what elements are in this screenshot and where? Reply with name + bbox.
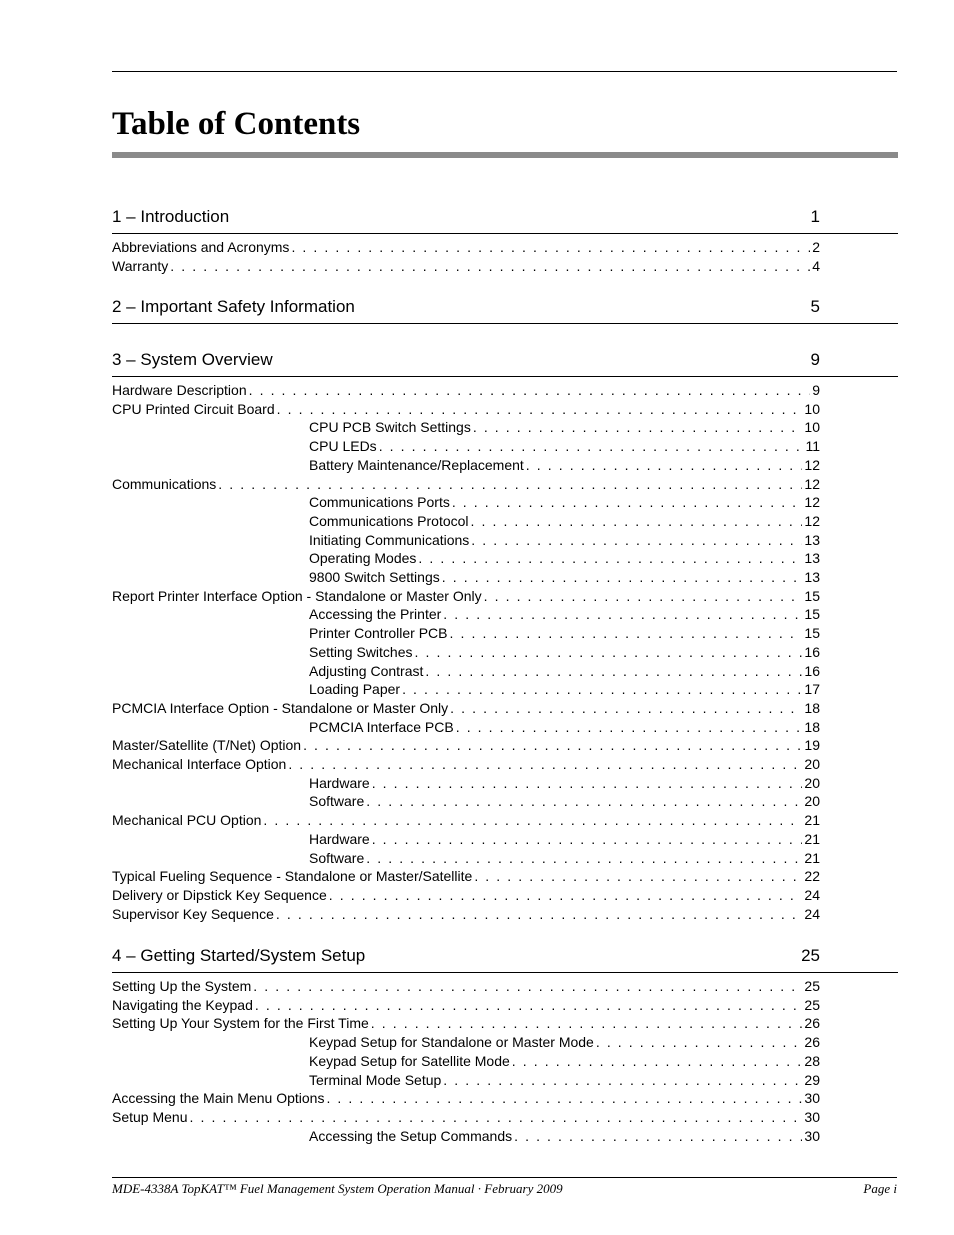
toc-entry[interactable]: [112, 886, 820, 905]
toc-entry-label: Setting Switches: [309, 643, 413, 660]
dot-leader: [277, 400, 803, 419]
toc-entry-page-number: 13: [804, 550, 820, 567]
toc-entry-page-number: 12: [804, 456, 820, 473]
toc-entry-page-number: 13: [804, 531, 820, 548]
toc-subentry[interactable]: [309, 774, 820, 793]
toc-entry-label: Keypad Setup for Standalone or Master Mode: [309, 1034, 594, 1051]
toc-entry-page-number: 16: [804, 643, 820, 660]
toc-entry-page-number: 28: [804, 1052, 820, 1069]
toc-entry-page-number: 30: [804, 1108, 820, 1125]
dot-leader: [253, 977, 802, 996]
toc-entry-label: Initiating Communications: [309, 531, 470, 548]
toc-entry-label: Report Printer Interface Option - Standalone or Master Only: [112, 587, 482, 604]
toc-entry-label: Hardware: [309, 774, 370, 791]
toc-entry[interactable]: [112, 905, 820, 924]
toc-entry[interactable]: [112, 1108, 820, 1127]
toc-entry-label: Mechanical Interface Option: [112, 756, 287, 772]
toc-entry-label: PCMCIA Interface PCB: [309, 718, 454, 735]
toc-subentry[interactable]: [309, 680, 820, 699]
toc-entry-label: Accessing the Main Menu Options: [112, 1090, 325, 1107]
footer-document-title: MDE-4338A TopKAT™ Fuel Management System Operation Manual · February 2009: [112, 1181, 563, 1196]
toc-entry-page-number: 11: [805, 438, 820, 455]
toc-entry-page-number: 29: [804, 1071, 820, 1088]
toc-entry-page-number: 24: [804, 905, 820, 922]
toc-entry-page-number: 17: [804, 681, 820, 698]
toc-entry-page-number: 12: [804, 475, 820, 492]
chapter-title[interactable]: 2 – Important Safety Information: [112, 297, 355, 316]
toc-subentry[interactable]: [309, 792, 820, 811]
dot-leader: [372, 830, 803, 849]
toc-entry[interactable]: [112, 755, 820, 774]
toc-subentry[interactable]: [309, 456, 820, 475]
toc-entry[interactable]: [112, 977, 820, 996]
dot-leader: [484, 587, 803, 606]
chapter-rule: [112, 972, 898, 973]
toc-entry-label: Hardware: [309, 830, 370, 847]
toc-entry-label: Navigating the Keypad: [112, 996, 253, 1013]
toc-entry-page-number: 9: [812, 382, 820, 398]
page-title: Table of Contents: [112, 106, 361, 142]
toc-entry-page-number: 15: [804, 587, 820, 604]
toc-entry-page-number: 20: [804, 774, 820, 791]
toc-entry-label: Keypad Setup for Satellite Mode: [309, 1052, 510, 1069]
toc-entry-label: Loading Paper: [309, 681, 401, 698]
toc-subentry[interactable]: [309, 643, 820, 662]
dot-leader: [329, 886, 803, 905]
toc-subentry[interactable]: [309, 1127, 820, 1146]
toc-subentry[interactable]: [309, 1071, 820, 1090]
toc-entry-label: Mechanical PCU Option: [112, 812, 262, 829]
toc-entry-page-number: 30: [804, 1090, 820, 1107]
toc-entry-page-number: 21: [804, 830, 820, 847]
toc-entry-label: Software: [309, 849, 365, 866]
dot-leader: [288, 755, 802, 774]
toc-entry-label: CPU Printed Circuit Board: [112, 400, 275, 417]
dot-leader: [526, 456, 803, 475]
dot-leader: [190, 1108, 803, 1127]
toc-entry[interactable]: [112, 811, 820, 830]
toc-entry-label: Adjusting Contrast: [309, 662, 424, 679]
toc-subentry[interactable]: [309, 1052, 820, 1071]
chapter-rule: [112, 376, 898, 377]
toc-subentry[interactable]: [309, 493, 820, 512]
toc-entry-label: Printer Controller PCB: [309, 625, 448, 642]
toc-entry-label: Communications Ports: [309, 494, 450, 511]
toc-entry[interactable]: [112, 475, 820, 494]
dot-leader: [372, 774, 803, 793]
toc-entry-label: Supervisor Key Sequence: [112, 905, 274, 922]
toc-entry-label: Setting Up the System: [112, 978, 252, 994]
dot-leader: [402, 680, 802, 699]
toc-entry-page-number: 12: [804, 512, 820, 529]
dot-leader: [218, 475, 802, 494]
toc-entry-page-number: 20: [804, 793, 820, 810]
toc-entry-label: PCMCIA Interface Option - Standalone or Master Only: [112, 699, 449, 716]
chapter-page-number: 9: [810, 350, 820, 369]
toc-entry-label: Accessing the Setup Commands: [309, 1127, 513, 1144]
dot-leader: [473, 418, 803, 437]
dot-leader: [255, 996, 803, 1015]
dot-leader: [442, 568, 803, 587]
chapter-page-number: 25: [801, 946, 820, 965]
toc-entry[interactable]: [112, 867, 820, 886]
toc-entry-page-number: 21: [804, 849, 820, 866]
chapter-page-number: 1: [810, 207, 820, 226]
dot-leader: [514, 1127, 802, 1146]
toc-entry-page-number: 20: [804, 756, 820, 772]
chapter-title[interactable]: 1 – Introduction: [112, 207, 230, 226]
toc-entry-page-number: 25: [804, 996, 820, 1013]
dot-leader: [471, 531, 802, 550]
chapter-rule: [112, 233, 898, 234]
toc-entry-page-number: 24: [804, 886, 820, 903]
toc-entry-page-number: 25: [804, 978, 820, 994]
toc-entry-label: Setting Up Your System for the First Time: [112, 1015, 369, 1032]
dot-leader: [450, 699, 802, 718]
dot-leader: [379, 437, 804, 456]
dot-leader: [371, 1014, 803, 1033]
toc-entry[interactable]: [112, 996, 820, 1015]
chapter-rule: [112, 323, 898, 324]
toc-entry-label: Hardware Description: [112, 382, 247, 398]
toc-subentry[interactable]: [309, 418, 820, 437]
toc-entry-page-number: 4: [812, 257, 820, 274]
toc-entry-label: Software: [309, 793, 365, 810]
toc-entry[interactable]: [112, 381, 820, 400]
dot-leader: [474, 867, 802, 886]
dot-leader: [471, 512, 803, 531]
dot-leader: [443, 605, 802, 624]
toc-entry-page-number: 18: [804, 718, 820, 735]
toc-entry-page-number: 22: [804, 868, 820, 885]
dot-leader: [249, 381, 811, 400]
toc-entry-label: Accessing the Printer: [309, 606, 442, 623]
dot-leader: [450, 624, 803, 643]
toc-entry[interactable]: [112, 257, 820, 276]
toc-subentry[interactable]: [309, 849, 820, 868]
toc-entry-label: Warranty: [112, 257, 169, 274]
toc-entry[interactable]: [112, 736, 820, 755]
toc-entry-page-number: 26: [804, 1034, 820, 1051]
dot-leader: [425, 662, 802, 681]
footer-rule: [112, 1177, 897, 1178]
toc-entry-page-number: 12: [804, 494, 820, 511]
toc-entry-page-number: 15: [804, 606, 820, 623]
dot-leader: [456, 718, 803, 737]
toc-subentry[interactable]: [309, 718, 820, 737]
toc-entry[interactable]: [112, 699, 820, 718]
toc-entry-page-number: 18: [804, 699, 820, 716]
toc-subentry[interactable]: [309, 662, 820, 681]
toc-subentry[interactable]: [309, 830, 820, 849]
dot-leader: [452, 493, 803, 512]
toc-entry-label: Operating Modes: [309, 550, 417, 567]
toc-entry-label: CPU LEDs: [309, 438, 377, 455]
toc-subentry[interactable]: [309, 531, 820, 550]
toc-entry-label: Typical Fueling Sequence - Standalone or Master/Satellite: [112, 868, 473, 885]
toc-subentry[interactable]: [309, 549, 820, 568]
toc-entry-label: Delivery or Dipstick Key Sequence: [112, 886, 327, 903]
dot-leader: [170, 257, 810, 276]
chapter-title[interactable]: 4 – Getting Started/System Setup: [112, 946, 366, 965]
toc-subentry[interactable]: [309, 568, 820, 587]
toc-entry-page-number: 26: [804, 1015, 820, 1032]
toc-entry-page-number: 2: [812, 239, 820, 255]
toc-entry-label: Communications Protocol: [309, 512, 469, 529]
dot-leader: [263, 811, 802, 830]
dot-leader: [443, 1071, 802, 1090]
toc-entry[interactable]: [112, 587, 820, 606]
toc-entry-label: 9800 Switch Settings: [309, 569, 440, 585]
toc-entry-page-number: 30: [804, 1127, 820, 1144]
toc-entry[interactable]: [112, 1014, 820, 1033]
toc-entry[interactable]: [112, 400, 820, 419]
toc-entry-label: CPU PCB Switch Settings: [309, 419, 471, 436]
toc-entry-label: Battery Maintenance/Replacement: [309, 456, 524, 473]
toc-entry-page-number: 13: [804, 569, 820, 585]
footer-page-number: Page i: [863, 1181, 897, 1196]
dot-leader: [326, 1089, 802, 1108]
dot-leader: [366, 849, 802, 868]
dot-leader: [276, 905, 803, 924]
toc-subentry[interactable]: [309, 512, 820, 531]
toc-entry-label: Terminal Mode Setup: [309, 1071, 442, 1088]
toc-entry[interactable]: [112, 238, 820, 257]
toc-entry-label: Master/Satellite (T/Net) Option: [112, 737, 302, 754]
toc-entry-page-number: 10: [804, 400, 820, 417]
toc-entry-label: Communications: [112, 475, 217, 492]
toc-entry-label: Setup Menu: [112, 1108, 188, 1125]
toc-subentry[interactable]: [309, 605, 820, 624]
toc-subentry[interactable]: [309, 624, 820, 643]
chapter-page-number: 5: [810, 297, 820, 316]
dot-leader: [303, 736, 802, 755]
toc-entry-page-number: 10: [804, 419, 820, 436]
toc-entry-page-number: 15: [804, 625, 820, 642]
toc-entry[interactable]: [112, 1089, 820, 1108]
toc-subentry[interactable]: [309, 1033, 820, 1052]
toc-subentry[interactable]: [309, 437, 820, 456]
chapter-title[interactable]: 3 – System Overview: [112, 350, 273, 369]
dot-leader: [415, 643, 803, 662]
dot-leader: [291, 238, 810, 257]
dot-leader: [596, 1033, 803, 1052]
dot-leader: [418, 549, 802, 568]
dot-leader: [512, 1052, 803, 1071]
toc-entry-label: Abbreviations and Acronyms: [112, 239, 290, 255]
toc-entry-page-number: 21: [804, 812, 820, 829]
toc-entry-page-number: 19: [804, 737, 820, 754]
toc-entry-page-number: 16: [804, 662, 820, 679]
dot-leader: [366, 792, 802, 811]
